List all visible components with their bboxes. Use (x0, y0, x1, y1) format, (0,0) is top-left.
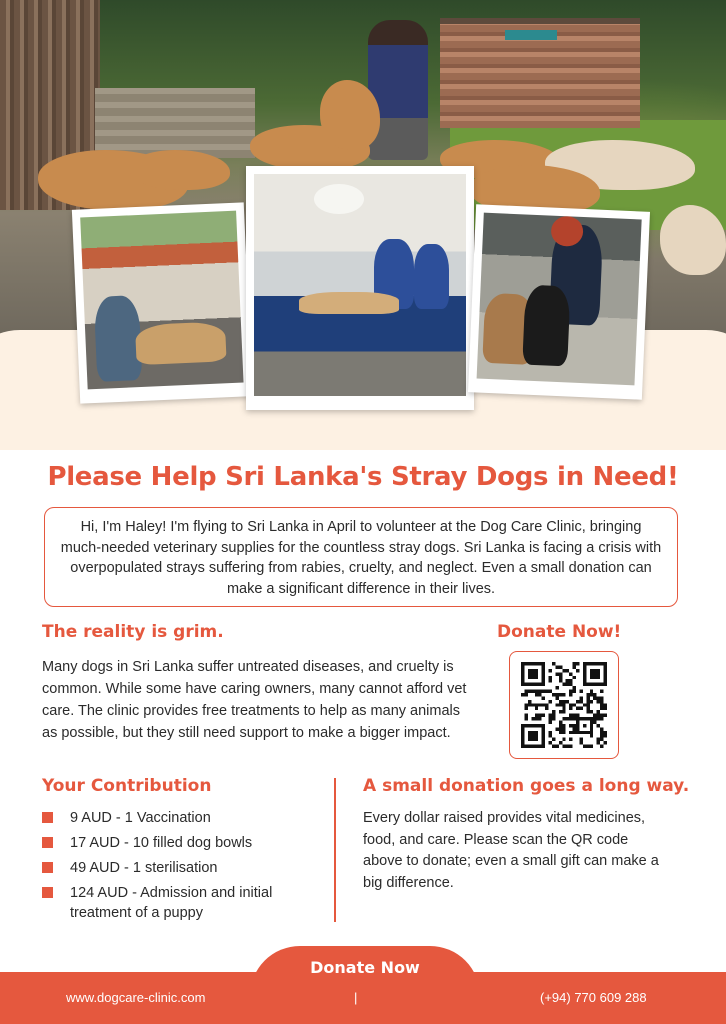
contribution-heading: Your Contribution (42, 776, 212, 796)
bullet-icon (42, 862, 53, 873)
donate-now-button[interactable]: Donate Now (310, 958, 420, 977)
reality-heading: The reality is grim. (42, 622, 224, 642)
building-sign (505, 30, 557, 40)
small-donation-heading: A small donation goes a long way. (363, 776, 690, 796)
donate-heading: Donate Now! (497, 622, 622, 642)
bullet-icon (42, 837, 53, 848)
footer-separator: | (354, 990, 358, 1005)
bullet-icon (42, 887, 53, 898)
page-title: Please Help Sri Lanka's Stray Dogs in Need! (47, 462, 679, 492)
list-item: 17 AUD - 10 filled dog bowls (42, 833, 322, 853)
intro-text: Hi, I'm Haley! I'm flying to Sri Lanka in April to volunteer at the Dog Care Clinic, bringing much-needed veterinary supplies for the countless stray dogs. Sri Lanka is facing a crisis with overpopulated strays suffering from rabies, cruelty, and neglect. Even a small donation can make a significant difference in their lives. (60, 519, 662, 597)
list-item: 49 AUD - 1 sterilisation (42, 858, 322, 878)
volunteer-feeding-dogs (368, 20, 428, 160)
small-donation-text: Every dollar raised provides vital medicines, food, and care. Please scan the QR code above to donate; even a small gift can make a big difference. (363, 810, 659, 891)
bullet-icon (42, 812, 53, 823)
intro-box (44, 507, 678, 607)
photo-clinic-surgery (246, 166, 474, 410)
photo-volunteer-with-dog (72, 202, 252, 403)
contribution-list (42, 808, 322, 928)
column-divider (334, 778, 336, 922)
hero-section (0, 0, 726, 440)
reality-text: Many dogs in Sri Lanka suffer untreated diseases, and cruelty is common. While some have caring owners, many cannot afford vet care. The clinic provides free treatments to help as many animals as possible, but they still need support to make a bigger impact. (42, 659, 467, 741)
qr-code-icon (521, 662, 607, 748)
phone-link[interactable]: (+94) 770 609 288 (540, 990, 647, 1005)
list-item: 124 AUD - Admission and initial treatment of a puppy (42, 883, 322, 923)
website-link[interactable]: www.dogcare-clinic.com (66, 990, 206, 1005)
photo-volunteer-with-dogs (468, 204, 650, 399)
list-item: 9 AUD - 1 Vaccination (42, 808, 322, 828)
donation-qr-code[interactable] (509, 651, 619, 759)
